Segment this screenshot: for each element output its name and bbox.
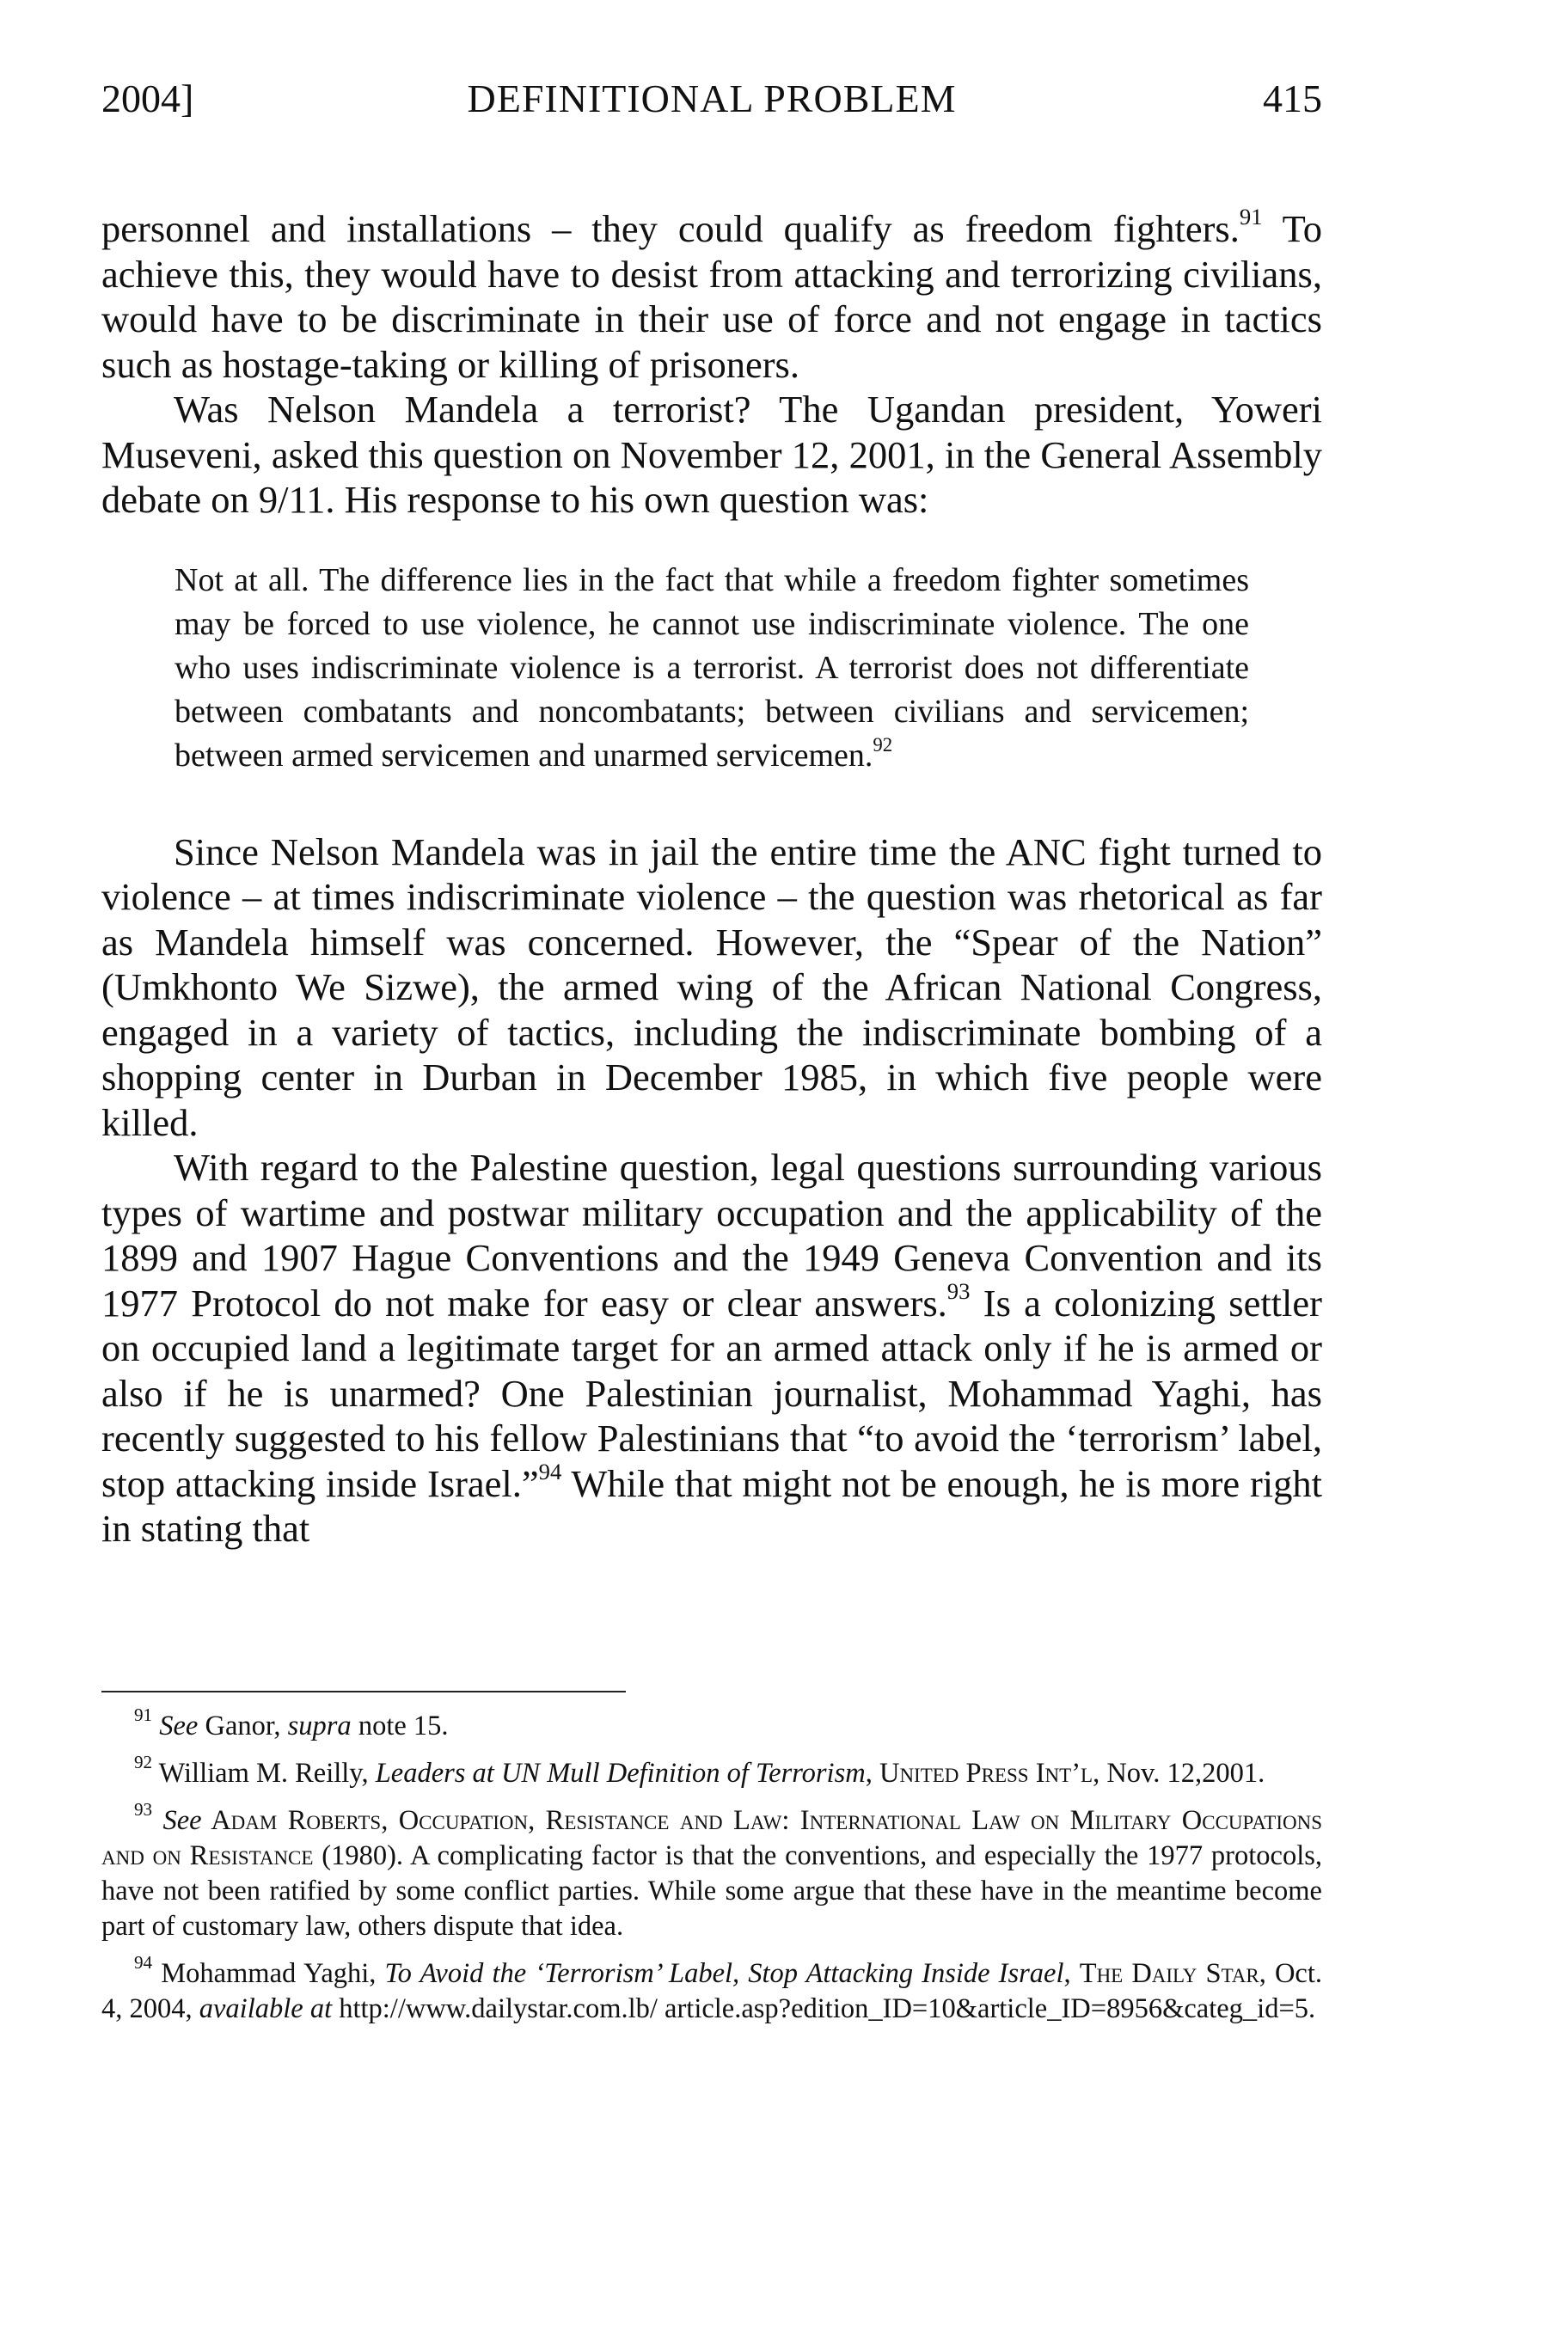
footnote-94: $^{94}$ Mohammad Yaghi, To Avoid the ‘Terrorism’ Label, Stop Attacking Inside Israel, The Daily Star, Oct. 4, 2004, available at http://www.dailystar.com.lb/ article.asp?edition_ID=10&article_ID=8956&categ_id=5. xyxy=(101,1952,1322,2024)
footnote-ref-92[interactable]: 92 xyxy=(873,733,893,756)
page-number: 415 xyxy=(1263,77,1322,120)
footnote-ref-93[interactable]: 93 xyxy=(946,1277,971,1304)
paragraph-3: Since Nelson Mandela was in jail the entire time the ANC fight turned to violence – at times indiscriminate violence – the question was rhetorical as far as Mandela himself was concerned. However, the “Spear of the Nation” (Umkhonto We Sizwe), the armed wing of the African National Congress, engaged in a variety of tactics, including the indiscriminate bombing of a shopping center in Durban in December 1985, in which five people were killed. xyxy=(101,829,1322,1144)
footnote-ref-94[interactable]: 94 xyxy=(538,1458,562,1484)
running-head xyxy=(101,69,1322,129)
main-text xyxy=(101,203,1322,1552)
footnote-93: $^{93}$ See Adam Roberts, Occupation, Resistance and Law: International Law on Military Occupations and on Resistance (1980). A complicating factor is that the conventions, and especially the 1977 protocols, have not been ratified by some conflict parties. While some argue that these have in the meantime become part of customary law, others dispute that idea. xyxy=(101,1799,1322,1942)
footnote-91: $^{91}$ See Ganor, supra note 15. xyxy=(134,1705,449,1741)
footnote-divider xyxy=(101,1691,626,1692)
block-quote: Not at all. The difference lies in the fact that while a freedom fighter sometimes may be forced to use violence, he cannot use indiscriminate violence. The one who uses indiscriminate violence is a terrorist. A terrorist does not differentiate between combatants and noncombatants; between civilians and servicemen; between armed servicemen and unarmed servicemen.$^{92}$ xyxy=(175,561,1249,774)
footnote-92: $^{92}$ William M. Reilly, Leaders at UN Mull Definition of Terrorism, United Press Int’l, Nov. 12,2001. xyxy=(134,1752,1265,1789)
paragraph-1: personnel and installations – they could qualify as freedom fighters.$^{91}$ To achieve this, they would have to desist from attacking and terrorizing civilians, would have to be discriminate in their use of force and not engage in tactics such as hostage-taking or killing of prisoners. xyxy=(101,203,1322,386)
header-title: DEFINITIONAL PROBLEM xyxy=(467,77,957,120)
footnote-ref-91[interactable]: 91 xyxy=(1239,203,1263,230)
footnotes xyxy=(101,1705,1322,2039)
paragraph-4: With regard to the Palestine question, legal questions surrounding various types of wartime and postwar military occupation and the applicability of the 1899 and 1907 Hague Conventions and the 1949 Geneva Convention and its 1977 Protocol do not make for easy or clear answers.$^{93}$ Is a colonizing settler on occupied land a legitimate target for an armed attack only if he is armed or also if he is unarmed? One Palestinian journalist, Mohammad Yaghi, has recently suggested to his fellow Palestinians that “to avoid the ‘terrorism’ label, stop attacking inside Israel.”$^{94}$ While that might not be enough, he is more right in stating that xyxy=(101,1146,1322,1550)
header-year: 2004] xyxy=(101,77,194,120)
paragraph-2: Was Nelson Mandela a terrorist? The Ugandan president, Yoweri Museveni, asked this question on November 12, 2001, in the General Assembly debate on 9/11. His response to his own question was: xyxy=(101,388,1322,521)
source-url: http://www.dailystar.com.lb/ article.asp?edition_ID=10&article_ID=8956&categ_id=5. xyxy=(332,1993,1316,2024)
